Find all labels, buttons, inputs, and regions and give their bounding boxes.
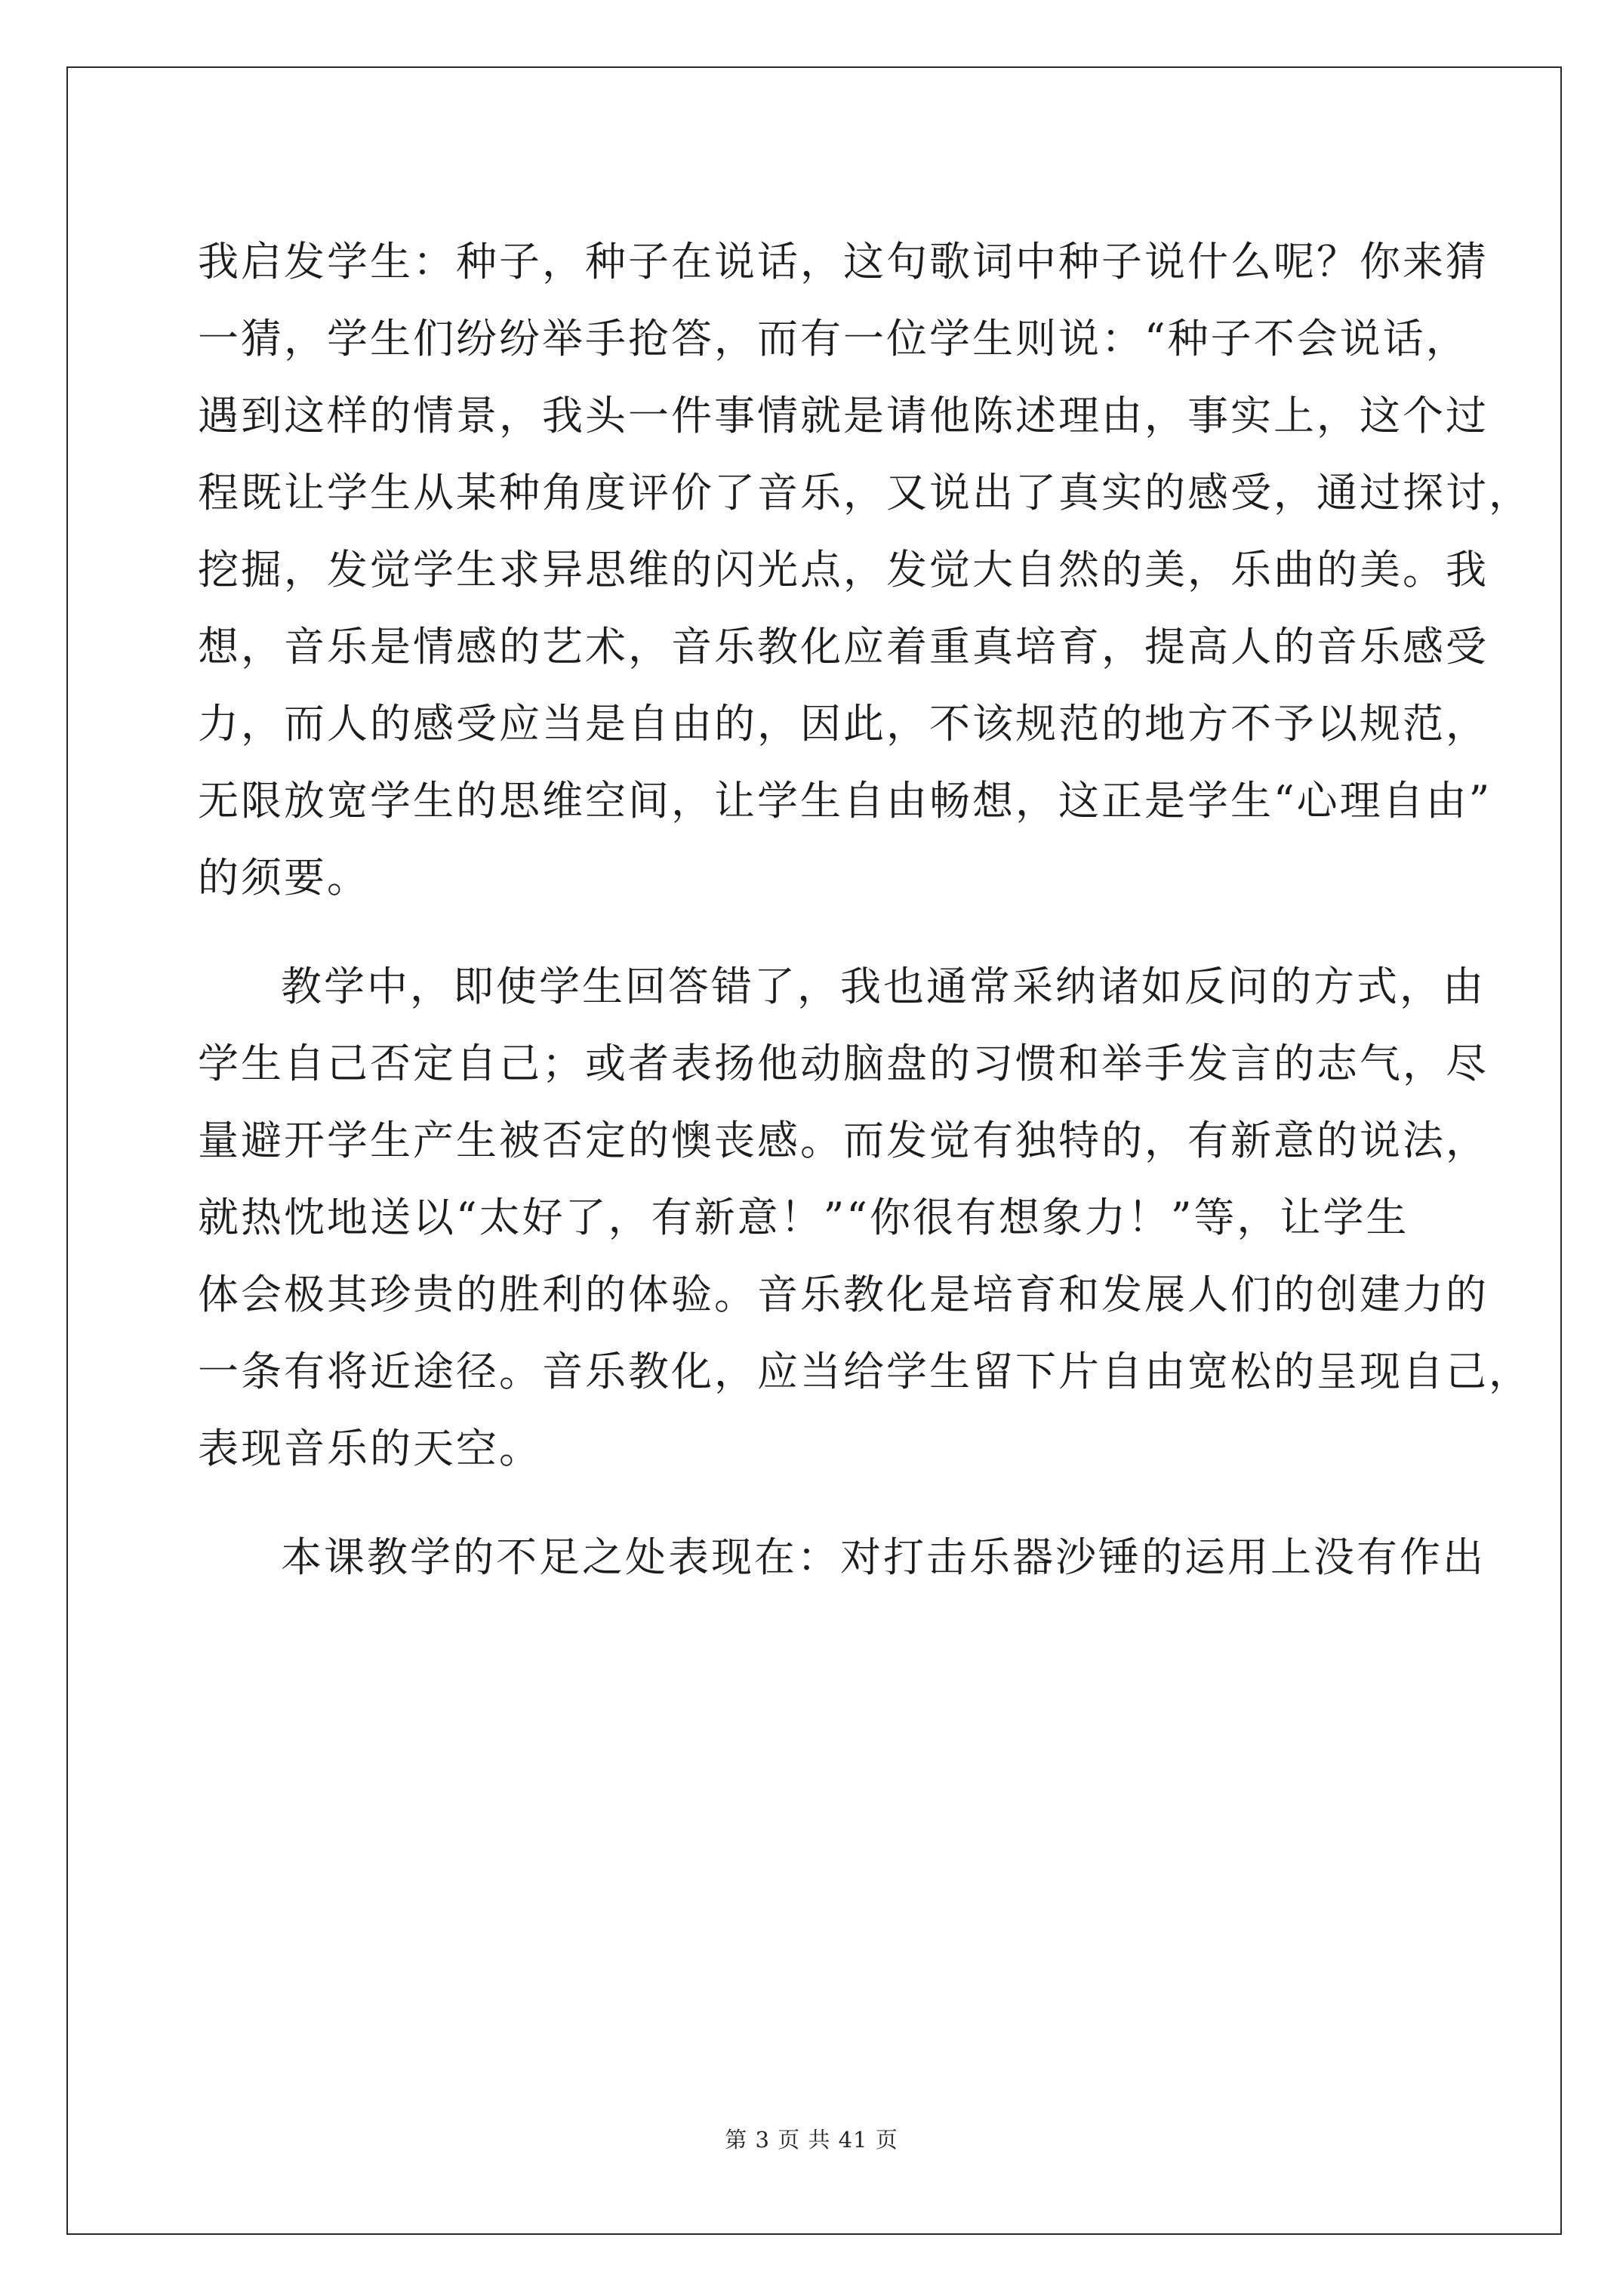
text-line: 就热忱地送以“太好了，有新意！”“你很有想象力！”等，让学生 — [198, 1194, 1409, 1241]
text-line: 教学中，即使学生回答错了，我也通常采纳诸如反问的方式，由 — [281, 963, 1486, 1010]
text-line: 无限放宽学生的思维空间，让学生自由畅想，这正是学生“心理自由” — [198, 777, 1492, 824]
text-line: 想，音乐是情感的艺术，音乐教化应着重真培育，提高人的音乐感受 — [198, 623, 1489, 670]
text-line: 学生自己否定自己；或者表扬他动脑盘的习惯和举手发言的志气，尽 — [198, 1040, 1489, 1087]
paragraph-spacer — [198, 917, 1436, 948]
text-line: 力，而人的感受应当是自由的，因此，不该规范的地方不予以规范， — [198, 700, 1489, 747]
text-line: 我启发学生：种子，种子在说话，这句歌词中种子说什么呢？你来猜 — [198, 238, 1489, 285]
page-number-footer: 第 3 页 共 41 页 — [725, 2127, 898, 2153]
text-line: 挖掘，发觉学生求异思维的闪光点，发觉大自然的美，乐曲的美。我 — [198, 546, 1489, 593]
text-line: 程既让学生从某种角度评价了音乐，又说出了真实的感受，通过探讨， — [198, 469, 1532, 516]
text-line: 表现音乐的天空。 — [198, 1425, 542, 1472]
text-line: 遇到这样的情景，我头一件事情就是请他陈述理由，事实上，这个过 — [198, 392, 1489, 439]
paragraph-2 — [198, 948, 1532, 1487]
text-line: 的须要。 — [198, 854, 370, 901]
text-line: 体会极其珍贵的胜利的体验。音乐教化是培育和发展人们的创建力的 — [198, 1271, 1489, 1318]
text-line: 本课教学的不足之处表现在：对打击乐器沙锤的运用上没有作出 — [281, 1533, 1486, 1581]
paragraph-1 — [198, 223, 1532, 917]
paragraph-3 — [198, 1519, 1486, 1596]
text-line: 量避开学生产生被否定的懊丧感。而发觉有独特的，有新意的说法， — [198, 1117, 1489, 1164]
document-body — [198, 223, 1532, 1596]
paragraph-spacer — [198, 1487, 1436, 1519]
text-line: 一条有将近途径。音乐教化，应当给学生留下片自由宽松的呈现自己， — [198, 1348, 1532, 1395]
text-line: 一猜，学生们纷纷举手抢答，而有一位学生则说：“种子不会说话， — [198, 315, 1469, 362]
